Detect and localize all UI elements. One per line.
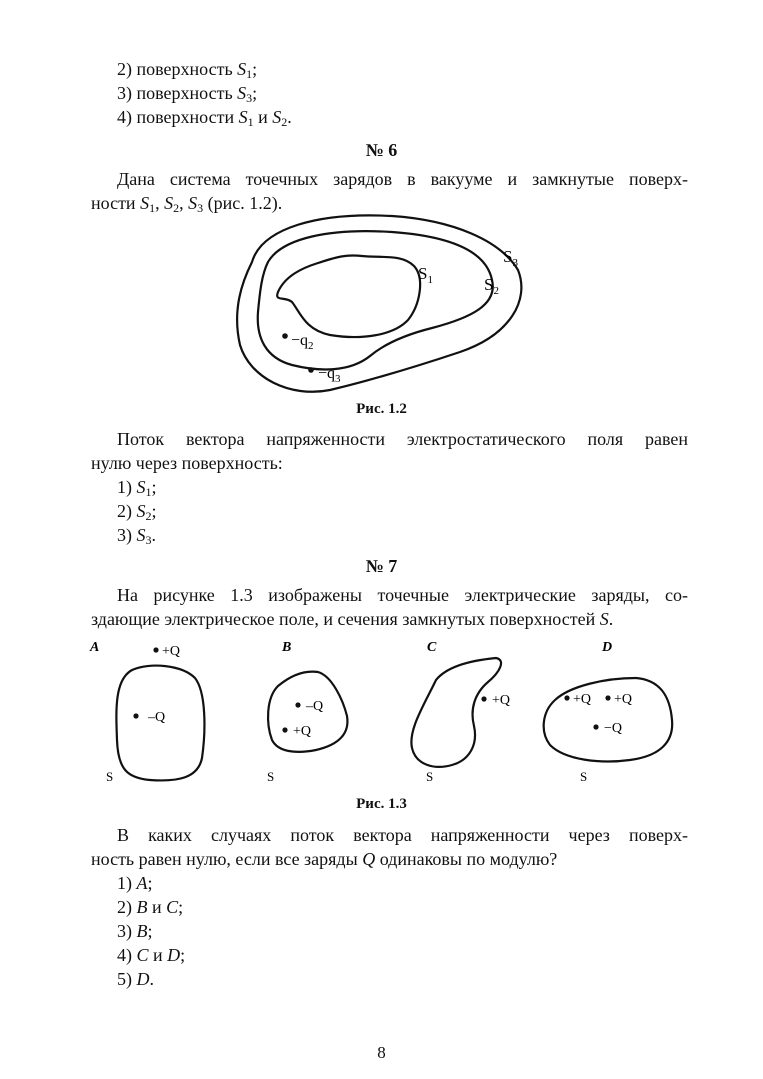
q7-question-line1: В каких случаях поток вектора напряженности через поверх- xyxy=(117,825,688,845)
q7-question-line2: ность равен нулю, если все заряды Q одинаковы по модулю? xyxy=(91,849,558,869)
q7-intro-line2: здающие электрическое поле, и сечения замкнутых поверхностей S. xyxy=(91,609,614,629)
panel-c-surface xyxy=(411,658,501,767)
figure-1-3-caption: Рис. 1.3 xyxy=(356,796,407,812)
figure-1-2-caption: Рис. 1.2 xyxy=(356,401,407,417)
panel-d-surface-label: S xyxy=(580,769,588,784)
panel-d-charge-minus-label: −Q xyxy=(604,721,623,736)
panel-b-surface-label: S xyxy=(267,769,275,784)
panel-a-charge-plus-dot xyxy=(153,647,158,652)
q6-option-2: 2) $S_2$; xyxy=(117,501,157,523)
q6-intro-line2: ности $S_1$, $S_2$, $S_3$ (рис. 1.2). xyxy=(91,193,283,215)
q7-option-4: 4) C и D; xyxy=(117,945,186,965)
panel-d-charge-plus2-dot xyxy=(605,695,610,700)
panel-b-charge-plus-dot xyxy=(282,727,287,732)
panel-d-charge-plus1-label: +Q xyxy=(573,692,592,707)
panel-d-surface xyxy=(544,678,673,761)
panel-b-charge-minus-dot xyxy=(295,702,300,707)
panel-c-charge-plus-label: +Q xyxy=(492,693,511,708)
label-q2: $-q_2$ xyxy=(291,332,314,352)
panel-d-charge-minus-dot xyxy=(593,724,598,729)
q7-option-5: 5) D. xyxy=(117,969,154,989)
q6-option-1: 1) $S_1$; xyxy=(117,477,157,499)
prev-option-2: 2) поверхность $S_1$; xyxy=(117,59,258,81)
q7-option-3: 3) B; xyxy=(117,921,153,941)
prev-option-4: 4) поверхности $S_1$ и $S_2$. xyxy=(117,107,292,129)
label-s1: $S_1$ xyxy=(418,264,433,286)
panel-d-letter: D xyxy=(602,640,613,655)
panel-a-charge-minus-label: –Q xyxy=(148,710,166,725)
q6-intro-line1: Дана система точечных зарядов в вакууме и замкнутые поверх- xyxy=(117,169,688,189)
label-q3: $-q_3$ xyxy=(318,365,341,385)
panel-b-charge-plus-label: +Q xyxy=(293,724,312,739)
panel-d-charge-plus1-dot xyxy=(564,695,569,700)
panel-a-charge-minus-dot xyxy=(133,713,138,718)
q6-question-line2: нулю через поверхность: xyxy=(91,453,283,473)
panel-b-letter: B xyxy=(282,640,292,655)
label-s2: $S_2$ xyxy=(484,275,499,297)
q6-title: № 6 xyxy=(365,140,398,160)
q7-intro-line1: На рисунке 1.3 изображены точечные электрические заряды, со- xyxy=(117,585,688,605)
page-number: 8 xyxy=(377,1043,386,1062)
panel-a-charge-plus-label: +Q xyxy=(162,644,181,659)
panel-c-letter: C xyxy=(427,640,437,655)
q6-question-line1: Поток вектора напряженности электростатического поля равен xyxy=(117,429,688,449)
q7-option-2: 2) B и C; xyxy=(117,897,184,917)
panel-b-charge-minus-label: –Q xyxy=(306,699,324,714)
q7-option-1: 1) A; xyxy=(117,873,153,893)
prev-option-3: 3) поверхность $S_3$; xyxy=(117,83,258,105)
panel-c-surface-label: S xyxy=(426,769,434,784)
panel-c-charge-plus-dot xyxy=(481,696,486,701)
q7-title: № 7 xyxy=(365,556,398,576)
panel-d-charge-plus2-label: +Q xyxy=(614,692,633,707)
label-s3: $S_3$ xyxy=(503,247,518,269)
panel-a-letter: A xyxy=(90,640,100,655)
panel-a-surface-label: S xyxy=(106,769,114,784)
q6-option-3: 3) $S_3$. xyxy=(117,525,156,547)
